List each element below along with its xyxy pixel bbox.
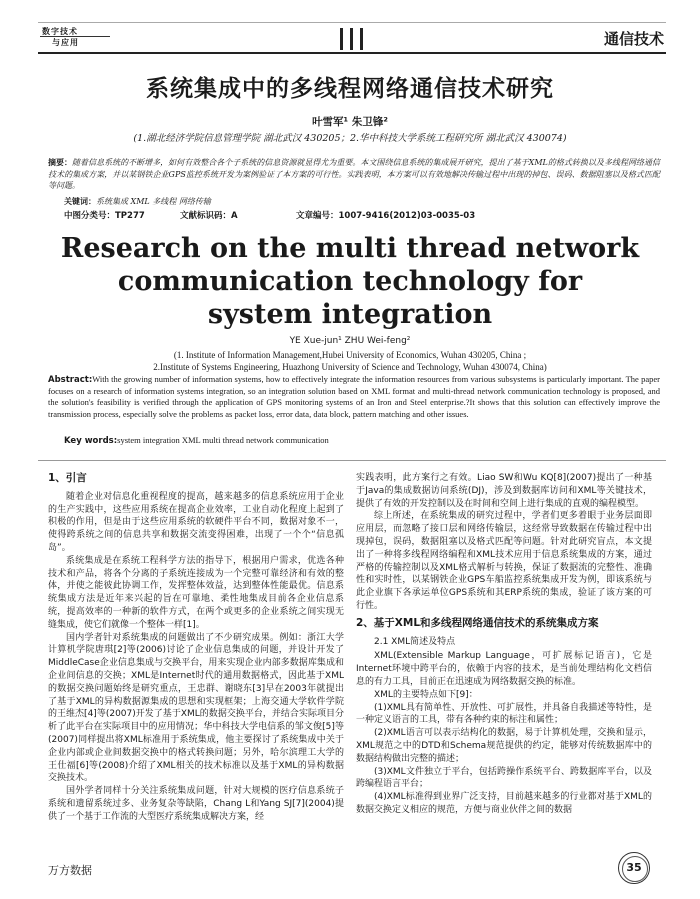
en-keywords-label: Key words: [64, 436, 118, 446]
section-2-1-heading: 2.1 XML简述及特点 [374, 636, 456, 647]
cn-abstract [48, 157, 660, 192]
cn-keywords-label: 关键词： [64, 197, 96, 206]
en-title [0, 232, 700, 331]
cn-keywords-text: 系统集成 XML 多线程 网络传输 [96, 197, 211, 206]
section-1-heading: 1、引言 [48, 472, 87, 484]
body-paragraph: (2)XML语言可以表示结构化的数据，易于计算机处理，交换和显示，XML规范之中的DTD和Schema规范提供的约定，能够对传统数据库中的数据结构做出完整的描述； [356, 728, 652, 764]
en-title-line: communication technology for [117, 266, 583, 297]
cn-title: 系统集成中的多线程网络通信技术研究 [146, 76, 554, 102]
body-paragraph: 随着企业对信息化重视程度的提高，越来越多的信息系统应用于企业的生产实践中，这些应用系统在提高企业效率，工业自动化程度上起到了积极的作用，但是由于这些应用系统的软硬件平台不同，数据对象不一，使得跨系统之间的信息共享和数据交流变得困难，出现了一个个“信息孤岛”。 [48, 491, 344, 553]
body-paragraph: 国内学者针对系统集成的问题做出了不少研究成果。例如：浙江大学计算机学院唐琪[2]等(2006)讨论了企业信息集成的问题，并设计开发了MiddleCase企业信息集成与交换平台，用来实现企业内部多数据库集成和企业间信息的交换；XML是Internet时代的通用数据格式，因此基于XML的数据交换问题始终是研究重点，王忠群、谢晓东[3]早在2003年就提出了基于XML的异构数据源集成的思想和实现框架；上海交通大学软件学院的王维杰[4]等(2007)开发了基于XML的数据交换平台，并结合实际项目分析了此平台在实际项目中的应用情况；华中科技大学电信系的邹文俊[5]等(2007)同样提出将XML标准用于系统集成，他主要探讨了系统集成中关于企业内部或企业间数据交换中的格式转换问题；另外，哈尔滨理工大学的王仕福[6]等(2008)介绍了XML相关的技术标准以及基于XML的异构数据交换技术。 [48, 632, 344, 784]
cn-keywords [64, 196, 211, 207]
abstract-separator [38, 460, 666, 461]
body-paragraph: (1)XML具有简单性、开放性、可扩展性，并具备自我描述等特性，是一种定义语言的工具，带有各种约束的标注和属性； [356, 702, 652, 726]
en-keywords [64, 435, 329, 446]
en-authors: YE Xue-jun¹ ZHU Wei-feng² [289, 336, 411, 346]
section-label: 通信技术 [603, 30, 664, 48]
body-paragraph: (4)XML标准得到业界广泛支持，目前越来越多的行业都对基于XML的数据交换定义相应的规范，方便与商业伙伴之间的数据 [356, 792, 652, 815]
page-number: 35 [626, 861, 642, 874]
header-rule [38, 52, 666, 54]
cn-class-no: 中图分类号：TP277 [64, 211, 145, 221]
body-right-column [356, 472, 652, 817]
en-affiliation [0, 349, 700, 373]
cn-article-no: 文章编号：1007-9416(2012)03-0035-03 [296, 211, 476, 221]
body-left-column [48, 472, 344, 824]
body-paragraph: 实践表明，此方案行之有效。Liao SW和Wu KQ[8](2007)提出了一种基于Java的集成数据访问系统(DJ)，涉及到数据库访问和XML等关键技术，提供了有效的开发控制以及在时间和空间上进行集成的直观的编程模型。 [356, 473, 652, 509]
en-abstract-label: Abstract: [48, 375, 93, 385]
body-paragraph: 国外学者同样十分关注系统集成问题，针对大规模的医疗信息系统子系统和遗留系统过多、业务复杂等缺陷，Chang L和Yang SJ[7](2004)提供了一个基于工作流的大型医疗系统集成解决方案，经 [48, 786, 344, 822]
en-affiliation-1: (1. Institute of Information Management,Hubei University of Economics, Wuhan 430205, China ; [173, 350, 527, 360]
body-paragraph: 综上所述，在系统集成的研究过程中，学者们更多着眼于业务层面即应用层，而忽略了接口层和网络传输层，这经常导致数据在传输过程中出现掉包，误码，数据阻塞以及格式匹配等问题。针对此研究盲点，本文提出了一种将多线程网络编程和XML技术应用于信息系统集成的方案，通过严格的传输控制以及XML格式解析与转换，保证了数据流的完整性、准确性和实时性，以某钢铁企业GPS车船监控系统集成开发为例，即该系统与此企业旗下各承运单位GPS系统和其ERP系统的集成，验证了该方案的可行性。 [356, 511, 652, 611]
en-abstract-text: With the growing number of information systems, how to effectively integrate the information resources from various subsystems is particularly important. The paper focuses on a research of information systems integration, so an integration solution based on XML format and multi-thread network communication technology is proposed, and the solution's feasibility is verified through the application of GPS monitoring systems of an Iron and Steel enterprise.?It shows that this solution can effectively improve the transmission process, especially solve the problems as packet loss, error data, data block, pattern matching and other issues. [48, 374, 660, 419]
cn-abstract-text: 随着信息系统的不断增多，如何有效整合各个子系统的信息资源就显得尤为重要。本文围绕信息系统的集成展开研究，提出了基于XML的格式转换以及多线程网络通信技术的集成方案，并以某钢铁企业GPS监控系统开发为案例验证了本方案的可行性。实践表明，本方案可以有效地解决传输过程中出现的掉包、误码、数据阻塞以及格式匹配等问题。 [48, 158, 661, 190]
en-title-line: system integration [207, 299, 493, 330]
journal-logo-line1: 数字技术 [42, 27, 78, 36]
en-abstract [48, 374, 660, 420]
cn-affiliation: (1.湖北经济学院信息管理学院 湖北武汉 430205；2.华中科技大学系统工程研究所 湖北武汉 430074) [133, 133, 567, 144]
cn-authors: 叶雪军¹ 朱卫锋² [312, 116, 388, 128]
body-paragraph: XML(Extensible Markup Language，可扩展标记语言)，它是Internet环境中跨平台的，依赖于内容的技术，是当前处理结构化文档信息的有力工具，目前正在迅速成为网络数据交换的标准。 [356, 651, 652, 687]
body-paragraph: 系统集成是在系统工程科学方法的指导下，根据用户需求，优选各种技术和产品，将各个分离的子系统连接成为一个完整可靠经济和有效的整体，并使之能彼此协调工作，发挥整体效益，达到整体性能最优。信息系统集成方法是近年来兴起的旨在可靠地、柔性地集成目前各企业信息系统，提高效率的一种新的软件方式，在两个或更多的企业系统之间实现无缝集成，使它们就像一个整体一样[1]。 [48, 555, 344, 630]
en-affiliation-2: 2.Institute of Systems Engineering, Huazhong University of Science and Technology, Wuhan 430074, China) [153, 362, 547, 372]
en-title-line: Research on the multi thread network [60, 233, 640, 264]
cn-doc-code: 文献标识码：A [180, 211, 238, 221]
en-keywords-text: system integration XML multi thread network communication [117, 435, 329, 445]
body-paragraph: XML的主要特点如下[9]： [374, 689, 478, 700]
header-top-rule [38, 22, 666, 23]
body-paragraph: (3)XML文件独立于平台，包括跨操作系统平台、跨数据库平台，以及跨编程语言平台； [356, 766, 652, 790]
header-bars-icon [338, 28, 368, 50]
section-2-heading: 2、基于XML和多线程网络通信技术的系统集成方案 [356, 616, 599, 629]
journal-logo-line2: 与应用 [52, 38, 79, 47]
cn-abstract-label: 摘要： [48, 158, 73, 167]
journal-logo [38, 24, 116, 50]
source-watermark: 万方数据 [48, 864, 92, 877]
page-number-badge [618, 852, 650, 884]
